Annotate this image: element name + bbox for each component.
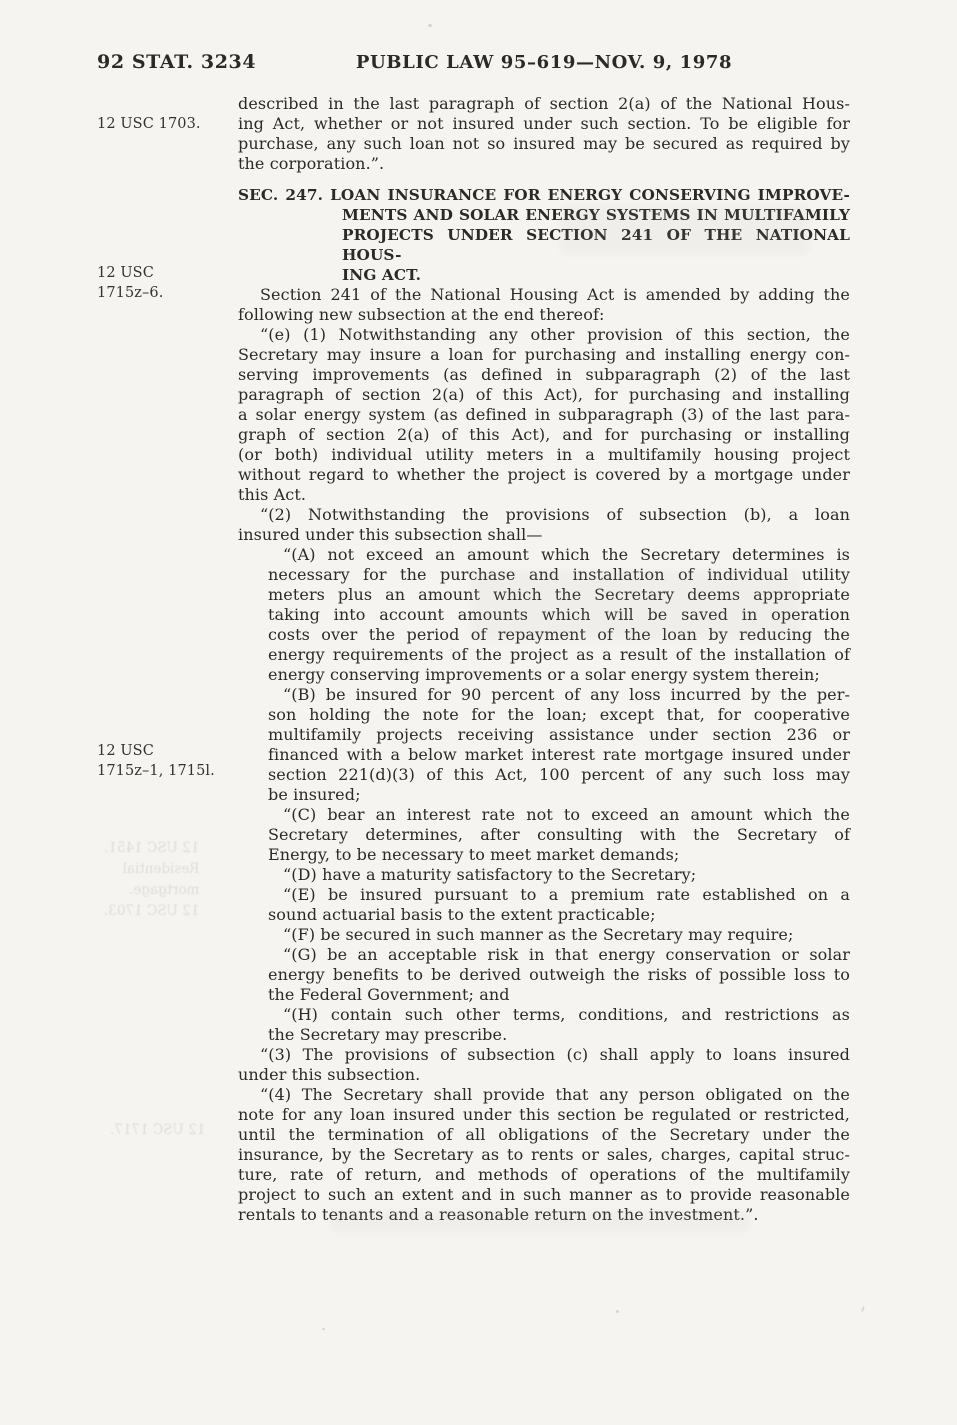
text-line: insurance, by the Secretary as to rents or sales, charges, capital struc- bbox=[238, 1145, 850, 1164]
text-line: note for any loan insured under this section be regulated or restricted, bbox=[238, 1105, 850, 1124]
text-line: SEC. 247. LOAN INSURANCE FOR ENERGY CONSERVING IMPROVE- bbox=[238, 186, 850, 204]
text-line: until the termination of all obligations of the Secretary under the bbox=[238, 1125, 850, 1144]
paragraph-2 bbox=[238, 505, 850, 545]
subsection-e-1 bbox=[238, 325, 850, 505]
text-line: graph of section 2(a) of this Act), and for purchasing or installing bbox=[238, 425, 850, 444]
text-line: this Act. bbox=[238, 485, 307, 504]
text-line: “(2) Notwithstanding the provisions of subsection (b), a loan bbox=[260, 505, 850, 524]
scan-speck bbox=[322, 1328, 325, 1330]
continuation-paragraph-corporation bbox=[238, 94, 850, 174]
text-line: energy benefits to be derived outweigh the risks of possible loss to bbox=[268, 965, 850, 984]
text-line: (or both) individual utility meters in a multifamily housing project bbox=[238, 445, 850, 464]
text-line: Energy, to be necessary to meet market demands; bbox=[268, 845, 680, 864]
ghost-text-line: 12 USC 1717. bbox=[110, 1122, 206, 1138]
text-line: under this subsection. bbox=[238, 1065, 421, 1084]
subparagraph-H bbox=[238, 1005, 850, 1045]
text-line: ture, rate of return, and methods of operations of the multifamily bbox=[238, 1165, 850, 1184]
text-line: sound actuarial basis to the extent practicable; bbox=[268, 905, 656, 924]
text-line: insured under this subsection shall— bbox=[238, 525, 543, 544]
margin-note-line: 12 USC 1703. bbox=[97, 116, 201, 132]
text-line: MENTS AND SOLAR ENERGY SYSTEMS IN MULTIFAMILY bbox=[342, 206, 850, 224]
text-line: ing Act, whether or not insured under such section. To be eligible for bbox=[238, 114, 850, 133]
text-line: “(C) bear an interest rate not to exceed an amount which the bbox=[283, 805, 850, 824]
text-line: rentals to tenants and a reasonable return on the investment.”. bbox=[238, 1205, 759, 1224]
subparagraph-G bbox=[238, 945, 850, 1005]
text-line: the corporation.”. bbox=[238, 154, 385, 173]
subparagraph-B bbox=[238, 685, 850, 805]
sec-247-heading bbox=[238, 185, 850, 285]
ghost-text-line: mortgage. bbox=[128, 882, 200, 898]
text-line: “(F) be secured in such manner as the Secretary may require; bbox=[283, 925, 794, 944]
text-line: be insured; bbox=[268, 785, 361, 804]
margin-note-line: 12 USC bbox=[97, 265, 154, 281]
text-line: ING ACT. bbox=[342, 266, 422, 284]
subparagraph-A bbox=[238, 545, 850, 685]
text-line: “(3) The provisions of subsection (c) shall apply to loans insured bbox=[260, 1045, 850, 1064]
text-line: “(A) not exceed an amount which the Secretary determines is bbox=[283, 545, 850, 564]
text-line: “(B) be insured for 90 percent of any loss incurred by the per- bbox=[283, 685, 850, 704]
scan-speck bbox=[616, 1310, 619, 1313]
text-line: described in the last paragraph of section 2(a) of the National Hous- bbox=[238, 94, 850, 113]
scan-speck bbox=[861, 1306, 865, 1312]
subparagraph-C bbox=[238, 805, 850, 865]
text-line: “(E) be insured pursuant to a premium rate established on a bbox=[283, 885, 850, 904]
text-line: paragraph of section 2(a) of this Act), for purchasing and installing bbox=[238, 385, 850, 404]
law-citation: PUBLIC LAW 95–619—NOV. 9, 1978 bbox=[355, 52, 733, 73]
ghost-note-left-single bbox=[110, 1120, 205, 1141]
paragraph-3 bbox=[238, 1045, 850, 1085]
subparagraph-D bbox=[238, 865, 850, 885]
text-line: financed with a below market interest rate mortgage insured under bbox=[268, 745, 850, 764]
text-line: taking into account amounts which will be saved in operation bbox=[268, 605, 850, 624]
margin-note-12-usc-1703 bbox=[97, 114, 229, 134]
margin-note-line: 1715z–6. bbox=[97, 285, 164, 301]
text-line: “(e) (1) Notwithstanding any other provision of this section, the bbox=[260, 325, 850, 344]
text-line: PROJECTS UNDER SECTION 241 OF THE NATIONAL HOUS- bbox=[342, 226, 850, 264]
text-line: Section 241 of the National Housing Act is amended by adding the bbox=[260, 285, 850, 304]
text-line: “(H) contain such other terms, conditions, and restrictions as bbox=[283, 1005, 850, 1024]
text-line: “(D) have a maturity satisfactory to the Secretary; bbox=[283, 865, 697, 884]
text-line: costs over the period of repayment of the loan by reducing the bbox=[268, 625, 850, 644]
text-line: meters plus an amount which the Secretary deems appropriate bbox=[268, 585, 850, 604]
margin-note-12-usc-1715z-1 bbox=[97, 741, 229, 781]
scan-speck bbox=[428, 24, 432, 27]
text-line: Secretary may insure a loan for purchasing and installing energy con- bbox=[238, 345, 850, 364]
text-line: Secretary determines, after consulting with the Secretary of bbox=[268, 825, 850, 844]
ghost-note-left-group bbox=[104, 838, 199, 922]
text-line: the Secretary may prescribe. bbox=[268, 1025, 508, 1044]
text-line: without regard to whether the project is covered by a mortgage under bbox=[238, 465, 850, 484]
ghost-text-line: 12 USC 1451. bbox=[104, 840, 200, 856]
text-line: purchase, any such loan not so insured may be secured as required by bbox=[238, 134, 850, 153]
text-line: project to such an extent and in such manner as to provide reasonable bbox=[238, 1185, 850, 1204]
text-line: energy requirements of the project as a result of the installation of bbox=[268, 645, 850, 664]
paragraph-4 bbox=[238, 1085, 850, 1225]
text-line: multifamily projects receiving assistance under section 236 or bbox=[268, 725, 850, 744]
stat-citation: 92 STAT. 3234 bbox=[97, 51, 257, 73]
text-line: son holding the note for the loan; except that, for cooperative bbox=[268, 705, 850, 724]
text-line: section 221(d)(3) of this Act, 100 percent of any such loss may bbox=[268, 765, 850, 784]
ghost-text-line: 12 USC 1703. bbox=[104, 903, 200, 919]
text-line: energy conserving improvements or a solar energy system therein; bbox=[268, 665, 820, 684]
text-line: serving improvements (as defined in subparagraph (2) of the last bbox=[238, 365, 850, 384]
margin-note-12-usc-1715z-6 bbox=[97, 263, 229, 303]
text-line: “(G) be an acceptable risk in that energy conservation or solar bbox=[283, 945, 850, 964]
subparagraph-F bbox=[238, 925, 850, 945]
text-line: necessary for the purchase and installation of individual utility bbox=[268, 565, 850, 584]
text-line: a solar energy system (as defined in subparagraph (3) of the last para- bbox=[238, 405, 850, 424]
subparagraph-E bbox=[238, 885, 850, 925]
text-line: the Federal Government; and bbox=[268, 985, 510, 1004]
margin-note-line: 12 USC bbox=[97, 743, 154, 759]
document-body bbox=[238, 94, 850, 1225]
ghost-text-line: Residential bbox=[122, 861, 200, 877]
margin-note-line: 1715z–1, 1715l. bbox=[97, 763, 215, 779]
text-line: “(4) The Secretary shall provide that any person obligated on the bbox=[260, 1085, 850, 1104]
text-line: following new subsection at the end thereof: bbox=[238, 305, 605, 324]
amendment-lead-in bbox=[238, 285, 850, 325]
